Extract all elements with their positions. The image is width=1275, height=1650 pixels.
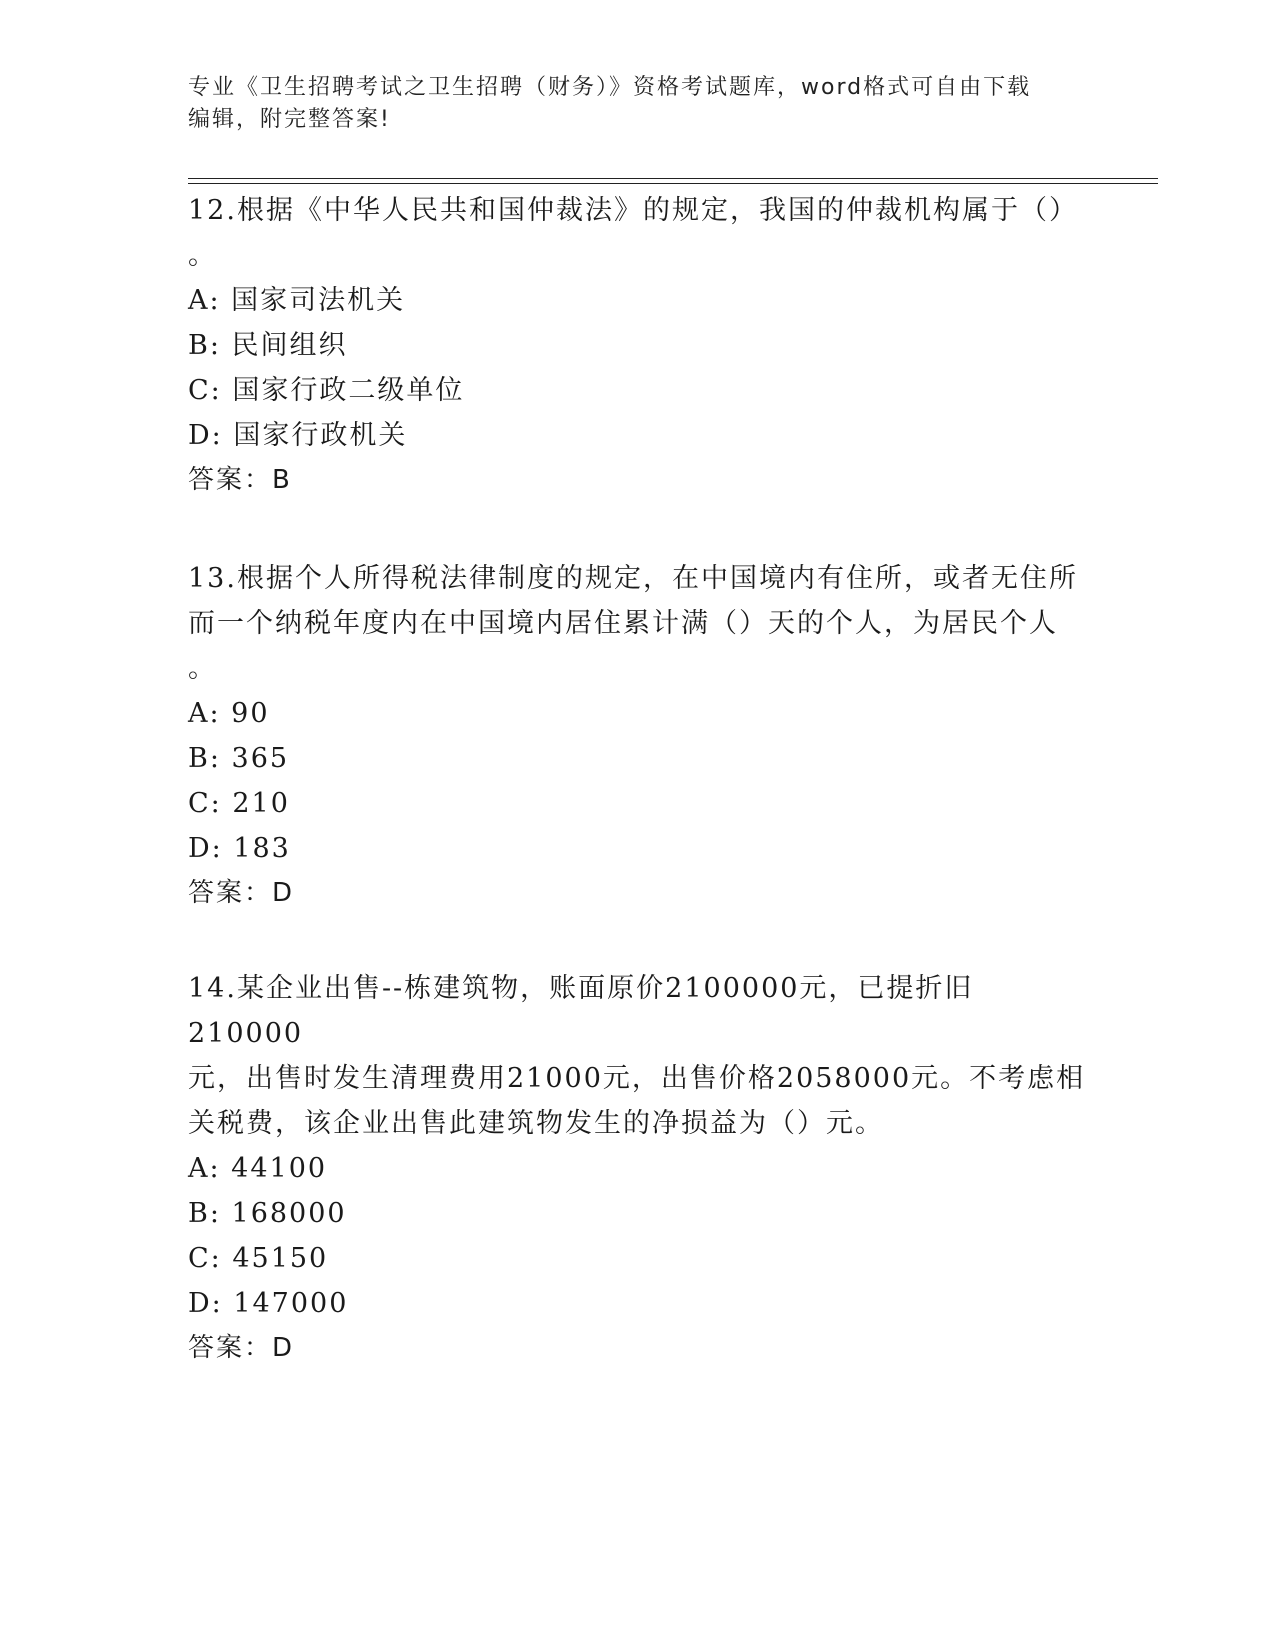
answer: 答案：D <box>188 878 295 908</box>
answer: 答案：B <box>188 465 292 495</box>
question-text: 14.某企业出售--栋建筑物，账面原价2100000元，已提折旧210000 <box>188 973 974 1049</box>
option-a: A: 44100 <box>188 1153 328 1184</box>
document-header <box>188 72 1088 136</box>
option-d: D: 183 <box>188 833 291 864</box>
option-c: C: 210 <box>188 788 290 819</box>
option-c: C: 国家行政二级单位 <box>188 375 465 406</box>
answer: 答案：D <box>188 1333 295 1363</box>
question-text: 而一个纳税年度内在中国境内居住累计满（）天的个人，为居民个人 <box>188 608 1058 639</box>
question-text: 13.根据个人所得税法律制度的规定，在中国境内有住所，或者无住所 <box>188 563 1078 594</box>
header-line: 编辑，附完整答案! <box>188 107 391 132</box>
option-d: D: 147000 <box>188 1288 349 1319</box>
question-text: 。 <box>188 240 217 271</box>
option-c: C: 45150 <box>188 1243 329 1274</box>
option-a: A: 国家司法机关 <box>188 285 406 316</box>
question-text: 元，出售时发生清理费用21000元，出售价格2058000元。不考虑相 <box>188 1063 1086 1094</box>
option-d: D: 国家行政机关 <box>188 420 408 451</box>
question-text: 。 <box>188 653 217 684</box>
question-text: 关税费，该企业出售此建筑物发生的净损益为（）元。 <box>188 1108 884 1139</box>
option-b: B: 365 <box>188 743 290 774</box>
header-divider <box>188 183 1158 184</box>
question-text: 12.根据《中华人民共和国仲裁法》的规定，我国的仲裁机构属于（） <box>188 195 1078 226</box>
question-12 <box>188 188 1088 503</box>
option-b: B: 民间组织 <box>188 330 348 361</box>
header-divider <box>188 178 1158 179</box>
option-a: A: 90 <box>188 698 270 729</box>
header-line: 专业《卫生招聘考试之卫生招聘（财务）》资格考试题库，word格式可自由下载 <box>188 75 1032 100</box>
question-13 <box>188 556 1088 916</box>
option-b: B: 168000 <box>188 1198 347 1229</box>
question-14 <box>188 966 1088 1371</box>
